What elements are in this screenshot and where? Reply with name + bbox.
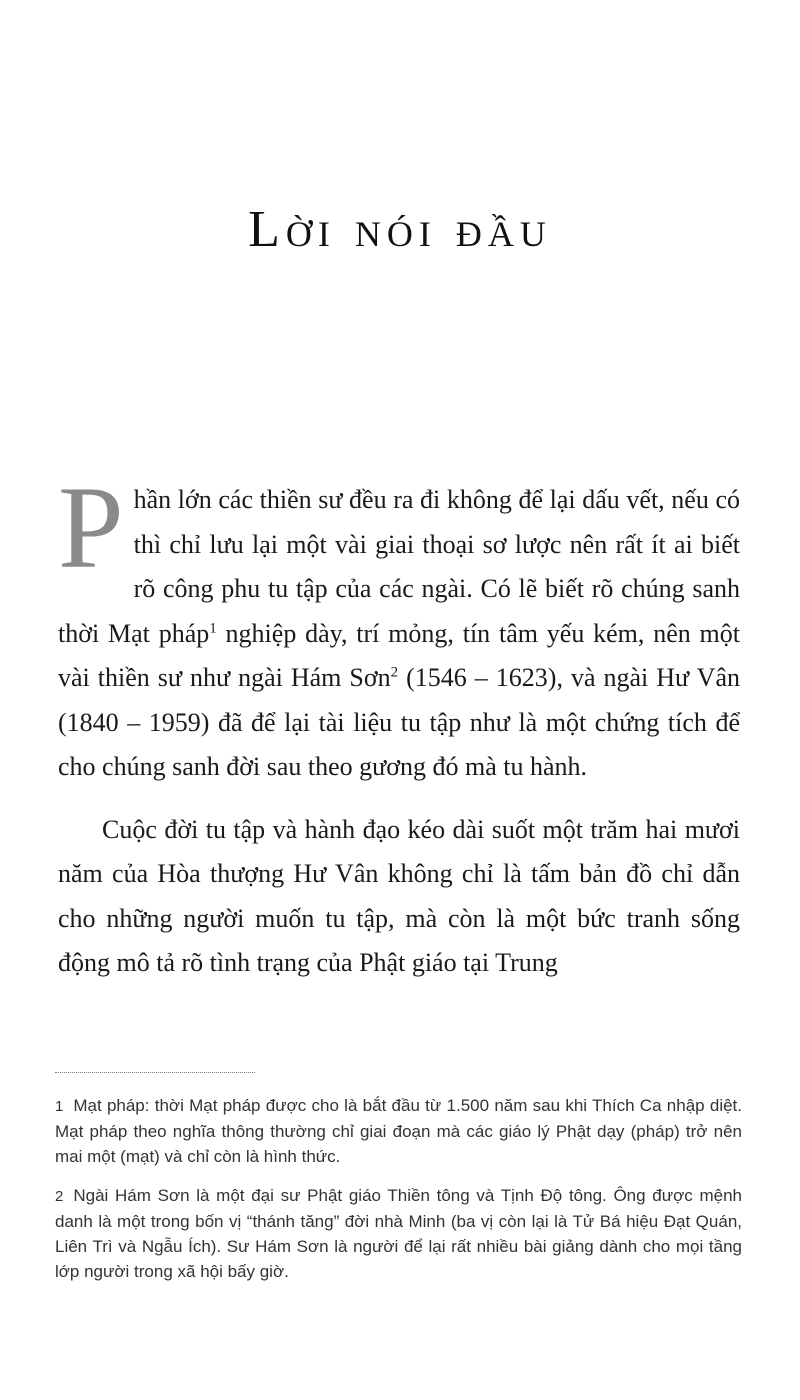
footnotes [55,1093,742,1298]
footnote-text: Ngài Hám Sơn là một đại sư Phật giáo Thiền tông và Tịnh Độ tông. Ông được mệnh danh là một trong bốn vị “thánh tăng” đời nhà Minh (ba vị còn lại là Tử Bá hiệu Đạt Quán, Liên Trì và Ngẫu Ích). Sư Hám Sơn là người để lại rất nhiều bài giảng dành cho mọi tầng lớp người trong xã hội bấy giờ. [55,1186,742,1281]
paragraph-1-text-a: hần lớn các thiền sư đều ra đi không để lại dấu vết, nếu có thì chỉ lưu lại một vài giai thoại sơ lược nên rất ít ai biết rõ công phu tu tập của các ngài. Có lẽ biết rõ chúng sanh thời Mạt pháp [58,485,740,648]
drop-cap: P [58,462,124,593]
footnote-2 [55,1183,742,1284]
footnote-ref-2: 2 [390,664,399,681]
paragraph-1 [58,462,741,790]
body-text [58,462,741,986]
footnote-ref-1: 1 [209,619,217,636]
paragraph-1-text-c: (1546 – 1623), và ngài Hư Vân (1840 – 1959) đã để lại tài liệu tu tập như là một chứng tích để cho chúng sanh đời sau theo gương đó mà tu hành. [58,663,740,781]
footnote-divider [55,1072,255,1073]
footnote-number: 1 [55,1098,64,1115]
paragraph-2: Cuộc đời tu tập và hành đạo kéo dài suốt một trăm hai mươi năm của Hòa thượng Hư Vân không chỉ là tấm bản đồ chỉ dẫn cho những người muốn tu tập, mà còn là một bức tranh sống động mô tả rõ tình trạng của Phật giáo tại Trung [58,814,740,977]
paragraph-1-text-b: nghiệp dày, trí mỏng, tín tâm yếu kém, nên một vài thiền sư như ngài Hám Sơn [58,618,741,692]
chapter-title: Lời nói đầu [248,201,552,258]
footnote-number: 2 [55,1188,64,1205]
footnote-text: Mạt pháp: thời Mạt pháp được cho là bắt đầu từ 1.500 năm sau khi Thích Ca nhập diệt. Mạt pháp theo nghĩa thông thường chỉ giai đoạn mà các giáo lý Phật dạy (pháp) trở nên mai một (mạt) và chỉ còn là hình thức. [55,1096,742,1166]
footnote-1 [55,1093,742,1169]
